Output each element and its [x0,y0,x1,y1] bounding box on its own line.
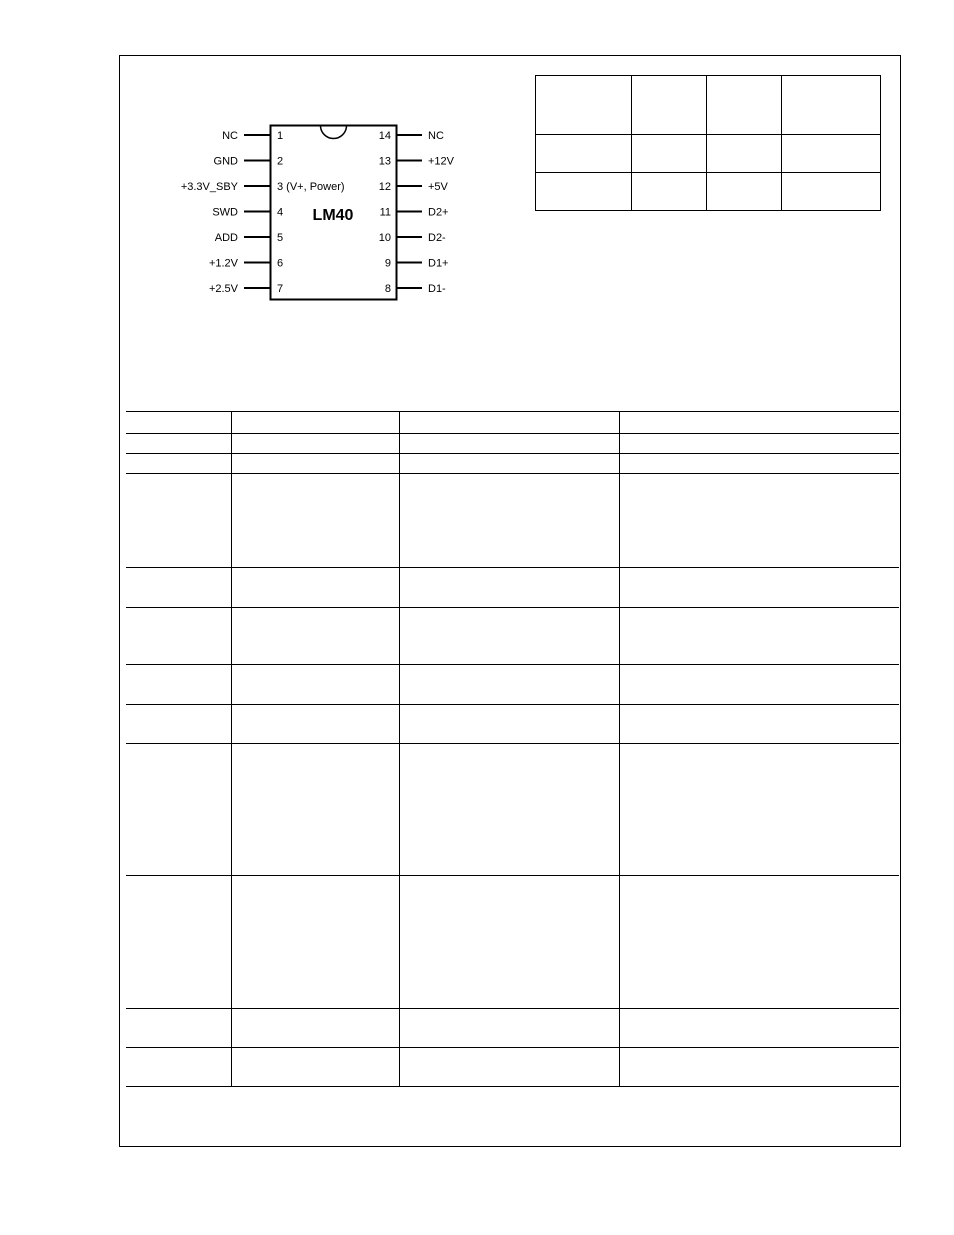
table-row [126,474,899,568]
table-cell [399,568,619,608]
top-table-cell [632,76,707,135]
table-cell [231,1009,399,1048]
pin-number-label: 7 [277,283,284,295]
table-cell [399,434,619,454]
pin-number-label: 8 [384,283,391,295]
table-cell [399,608,619,665]
table-cell [126,876,231,1009]
pin-number-label: 1 [277,130,284,142]
table-cell [231,1048,399,1087]
table-cell [619,608,899,665]
pin-signal-label: GND [213,155,238,168]
pin-signal-label: NC [428,130,444,142]
table-row [126,608,899,665]
pin-signal-label: D2+ [428,206,449,219]
table-cell [619,744,899,876]
table-row [126,1048,899,1087]
top-table-cell [536,76,632,135]
table-row [126,568,899,608]
table-cell [619,876,899,1009]
table-cell [126,568,231,608]
table-cell [126,434,231,454]
pin-signal-label: +5V [428,181,448,193]
top-table-row [536,135,881,173]
top-table-cell [707,135,782,173]
table-cell [126,412,231,434]
table-cell [231,434,399,454]
table-cell [619,412,899,434]
pin-signal-label: ADD [214,232,238,244]
table-cell [619,454,899,474]
table-cell [399,454,619,474]
top-table-cell [536,173,632,211]
table-cell [231,665,399,705]
table-cell [126,454,231,474]
pin-signal-label: D2- [428,232,446,244]
table-cell [399,665,619,705]
table-cell [231,876,399,1009]
table-cell [231,744,399,876]
pin-description-table [126,411,899,1087]
pin-signal-label: +12V [428,155,454,168]
table-row [126,1009,899,1048]
table-cell [126,665,231,705]
pin-signal-label: +3.3V_SBY [180,181,238,193]
table-row [126,744,899,876]
top-table-cell [782,135,881,173]
pin-number-label: 3 (V+, Power) [277,181,345,193]
pin-number-label: 2 [277,155,284,168]
top-table-row [536,173,881,211]
pin-signal-label: +1.2V [208,257,238,270]
table-cell [619,434,899,454]
table-cell [231,568,399,608]
top-table-cell [536,135,632,173]
table-row [126,434,899,454]
table-cell [231,705,399,744]
chip-name: LM40 [312,207,354,224]
table-cell [231,608,399,665]
pin-number-label: 6 [277,257,284,270]
top-table-cell [782,76,881,135]
table-cell [126,744,231,876]
table-cell [399,705,619,744]
table-cell [231,412,399,434]
table-cell [126,608,231,665]
table-cell [619,705,899,744]
top-table-cell [782,173,881,211]
table-cell [231,454,399,474]
pin-number-label: 11 [379,206,391,219]
top-table-cell [632,173,707,211]
table-cell [126,705,231,744]
table-cell [619,474,899,568]
table-cell [399,876,619,1009]
pin-number-label: 10 [378,232,391,244]
pin-number-label: 12 [378,181,391,193]
table-cell [399,412,619,434]
pin-signal-label: +2.5V [208,283,238,295]
table-row [126,665,899,705]
pin-number-label: 14 [378,130,391,142]
pin-number-label: 13 [378,155,391,168]
top-table-row [536,76,881,135]
table-row [126,876,899,1009]
table-cell [126,474,231,568]
table-cell [619,1009,899,1048]
pin-number-label: 9 [384,257,391,270]
table-cell [231,474,399,568]
top-table-cell [632,135,707,173]
table-cell [399,1048,619,1087]
table-cell [619,568,899,608]
table-cell [619,665,899,705]
pin-number-label: 5 [277,232,284,244]
top-table [535,75,881,211]
top-table-cell [707,76,782,135]
table-cell [619,1048,899,1087]
table-cell [399,744,619,876]
pin-number-label: 4 [277,206,284,219]
table-row [126,412,899,434]
table-cell [126,1009,231,1048]
pin-signal-label: SWD [212,206,238,219]
table-row [126,454,899,474]
pin-signal-label: D1+ [428,257,449,270]
table-cell [126,1048,231,1087]
table-row [126,705,899,744]
top-table-cell [707,173,782,211]
pin-signal-label: NC [222,130,238,142]
table-cell [399,1009,619,1048]
pin-signal-label: D1- [428,283,446,295]
table-cell [399,474,619,568]
